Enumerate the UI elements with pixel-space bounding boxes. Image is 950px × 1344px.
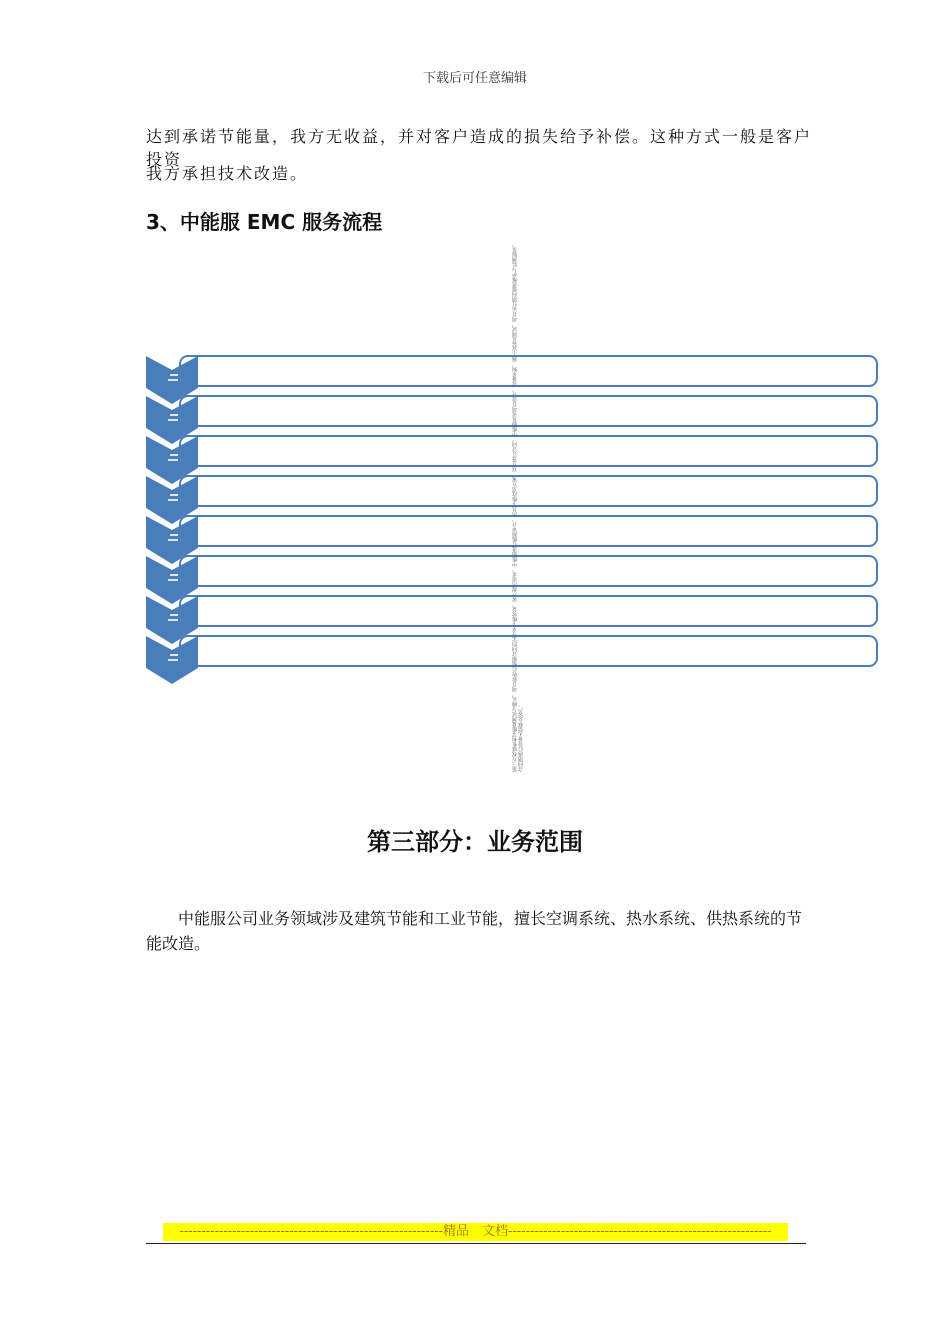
intro-line-2: 我方承担技术改造。 (146, 164, 309, 183)
section-heading: 3、中能服 EMC 服务流程 (146, 210, 383, 234)
footer-banner: ------------------------------------------------------------精品 文档------------------------------------------------------------ (163, 1223, 788, 1241)
page-header: 下载后可任意编辑 (422, 71, 527, 86)
business-scope-paragraph: 中能服公司业务领域涉及建筑节能和工业节能，擅长空调系统、热水系统、供热系统的节能改造。 (146, 909, 803, 953)
intro-line-1: 达到承诺节能量，我方无收益，并对客户造成的损失给予补偿。这种方式一般是客户投资 (146, 127, 813, 169)
part-title: 第三部分：业务范围 (367, 828, 583, 856)
flow-vertical-text: 第三方权威机构节能量测试与确认，项目验收后根据合同约定分享节能效益。客户提出需求，中能服进行能源审计，出具节能改造方案，双方签订合同，中能服负责项目设计、设备采购、施工安装及调试，项目运行期间提供维护与监测服务，合同期满后设备无偿移交客户。 (512, 242, 524, 772)
footer-rule (146, 1243, 806, 1244)
